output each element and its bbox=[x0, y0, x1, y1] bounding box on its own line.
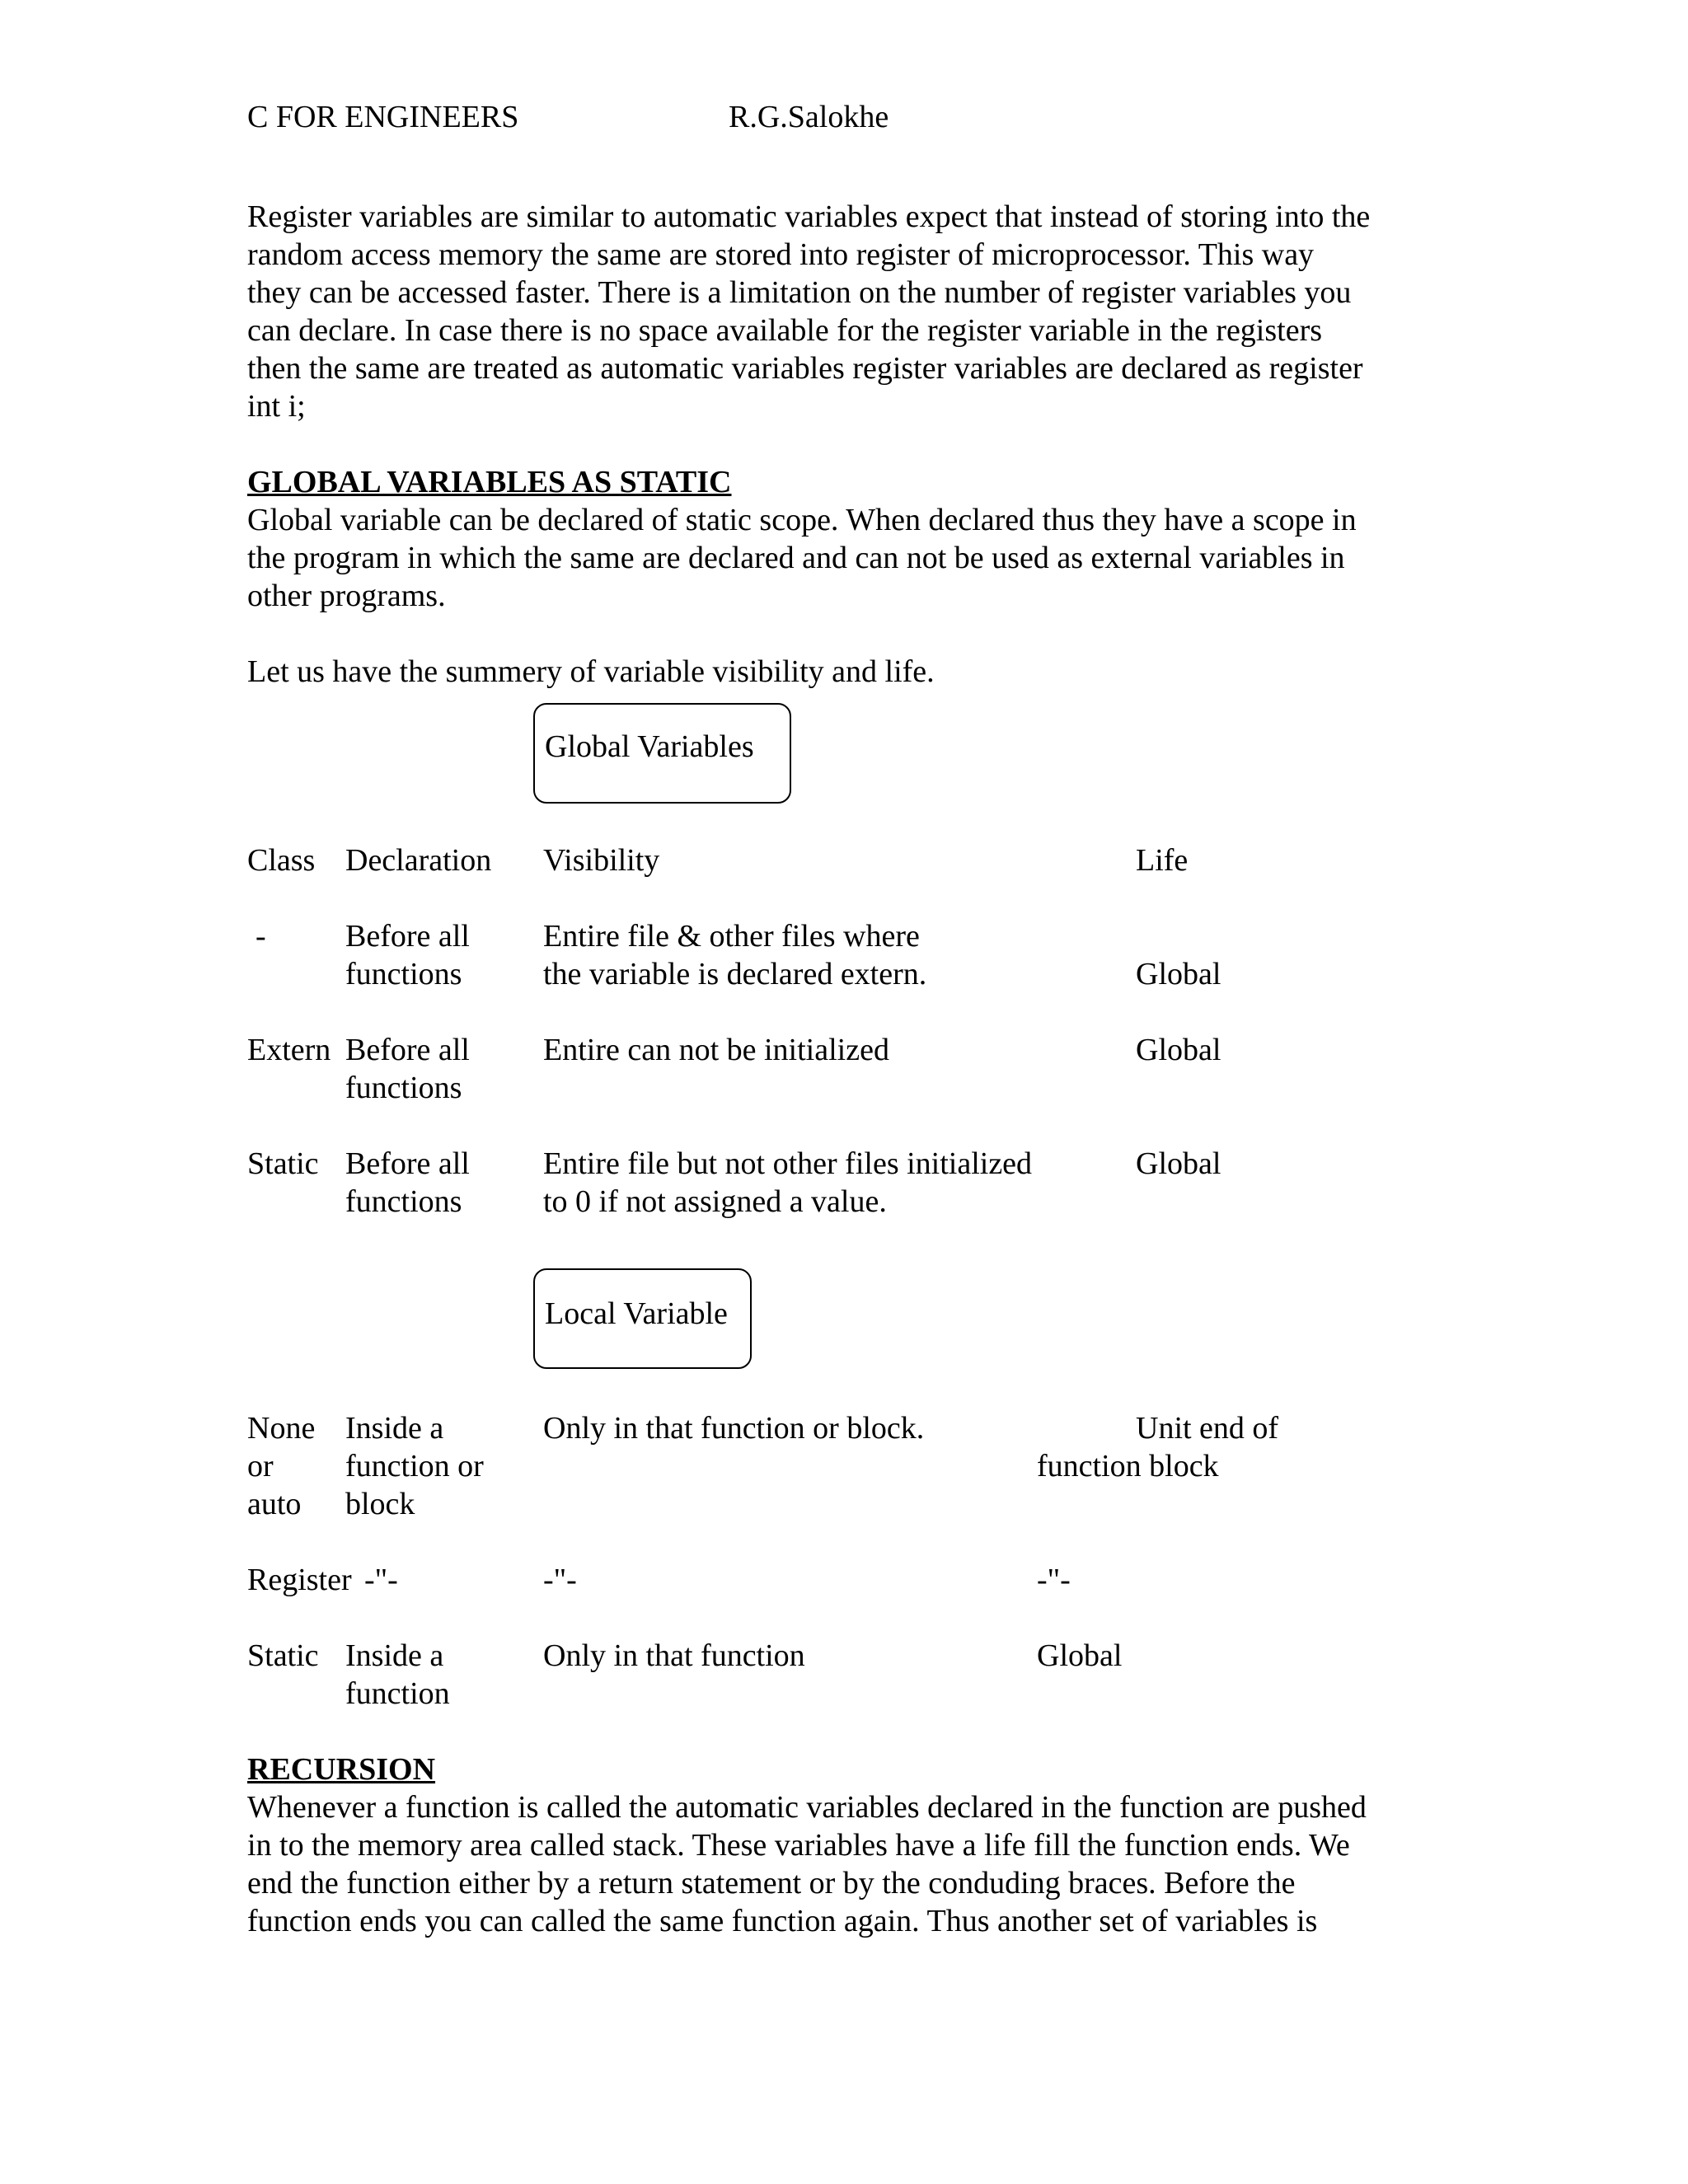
visibility-cell: -"- bbox=[543, 1563, 577, 1597]
life-cell: Global bbox=[1037, 1638, 1123, 1673]
paragraph-line: random access memory the same are stored into register of microprocessor. This way bbox=[247, 237, 1315, 272]
paragraph-line: other programs. bbox=[247, 579, 446, 613]
class-cell: Static bbox=[247, 1638, 319, 1673]
visibility-cell: Entire can not be initialized bbox=[543, 1033, 889, 1067]
life-cell: -"- bbox=[1037, 1563, 1071, 1597]
class-cell: Static bbox=[247, 1146, 319, 1181]
declaration-cell: Inside a bbox=[345, 1638, 444, 1673]
visibility-cell: the variable is declared extern. bbox=[543, 957, 927, 991]
header-visibility: Visibility bbox=[543, 843, 660, 878]
summary-intro: Let us have the summery of variable visibility and life. bbox=[247, 654, 935, 689]
declaration-cell: Before all bbox=[345, 919, 470, 954]
paragraph-line: can declare. In case there is no space available for the register variable in the registers bbox=[247, 313, 1323, 348]
section-heading: RECURSION bbox=[247, 1752, 436, 1787]
global-static-section bbox=[247, 463, 1434, 615]
paragraph-line: Register variables are similar to automatic variables expect that instead of storing into the bbox=[247, 199, 1371, 234]
declaration-cell: Inside a bbox=[345, 1411, 444, 1446]
paragraph-line: end the function either by a return statement or by the conduding braces. Before the bbox=[247, 1866, 1296, 1900]
life-cell: function block bbox=[1037, 1449, 1219, 1483]
declaration-cell: functions bbox=[345, 1071, 462, 1105]
declaration-cell: functions bbox=[345, 957, 462, 991]
box-label: Local Variable bbox=[545, 1296, 728, 1331]
header-author: R.G.Salokhe bbox=[729, 100, 889, 134]
declaration-cell: Before all bbox=[345, 1033, 470, 1067]
life-cell: Unit end of bbox=[1136, 1411, 1279, 1446]
class-cell: or bbox=[247, 1449, 274, 1483]
local-variable-box bbox=[533, 1268, 752, 1369]
class-cell: Extern bbox=[247, 1033, 331, 1067]
header-declaration: Declaration bbox=[345, 843, 492, 878]
paragraph-line: the program in which the same are declared and can not be used as external variables in bbox=[247, 541, 1345, 575]
visibility-cell: to 0 if not assigned a value. bbox=[543, 1184, 887, 1219]
class-cell: Register bbox=[247, 1563, 352, 1597]
class-cell: auto bbox=[247, 1487, 302, 1521]
visibility-cell: Entire file but not other files initialized bbox=[543, 1146, 1033, 1181]
paragraph-line: Global variable can be declared of static scope. When declared thus they have a scope in bbox=[247, 503, 1357, 537]
visibility-cell: Entire file & other files where bbox=[543, 919, 920, 954]
paragraph-line: in to the memory area called stack. These variables have a life fill the function ends. We bbox=[247, 1828, 1350, 1863]
life-cell: Global bbox=[1136, 1146, 1221, 1181]
class-cell: None bbox=[247, 1411, 316, 1446]
paragraph-line: int i; bbox=[247, 389, 306, 424]
declaration-cell: function or bbox=[345, 1449, 484, 1483]
declaration-cell: functions bbox=[345, 1184, 462, 1219]
paragraph-line: they can be accessed faster. There is a limitation on the number of register variables you bbox=[247, 275, 1352, 310]
class-cell: - bbox=[256, 919, 266, 954]
declaration-cell: -"- bbox=[364, 1563, 398, 1597]
life-cell: Global bbox=[1136, 1033, 1221, 1067]
paragraph-line: then the same are treated as automatic variables register variables are declared as register bbox=[247, 351, 1363, 386]
header-class: Class bbox=[247, 843, 316, 878]
box-label: Global Variables bbox=[545, 729, 754, 764]
global-variables-box bbox=[533, 703, 791, 804]
paragraph-line: Whenever a function is called the automatic variables declared in the function are pushed bbox=[247, 1790, 1367, 1825]
recursion-section bbox=[247, 1750, 1434, 1940]
register-paragraph bbox=[247, 198, 1434, 425]
header-title: C FOR ENGINEERS bbox=[247, 100, 519, 134]
header-life: Life bbox=[1136, 843, 1189, 878]
declaration-cell: function bbox=[345, 1676, 450, 1711]
paragraph-line: function ends you can called the same function again. Thus another set of variables is bbox=[247, 1904, 1318, 1938]
life-cell: Global bbox=[1136, 957, 1221, 991]
declaration-cell: Before all bbox=[345, 1146, 470, 1181]
declaration-cell: block bbox=[345, 1487, 415, 1521]
visibility-cell: Only in that function bbox=[543, 1638, 805, 1673]
section-heading: GLOBAL VARIABLES AS STATIC bbox=[247, 465, 732, 499]
visibility-cell: Only in that function or block. bbox=[543, 1411, 925, 1446]
